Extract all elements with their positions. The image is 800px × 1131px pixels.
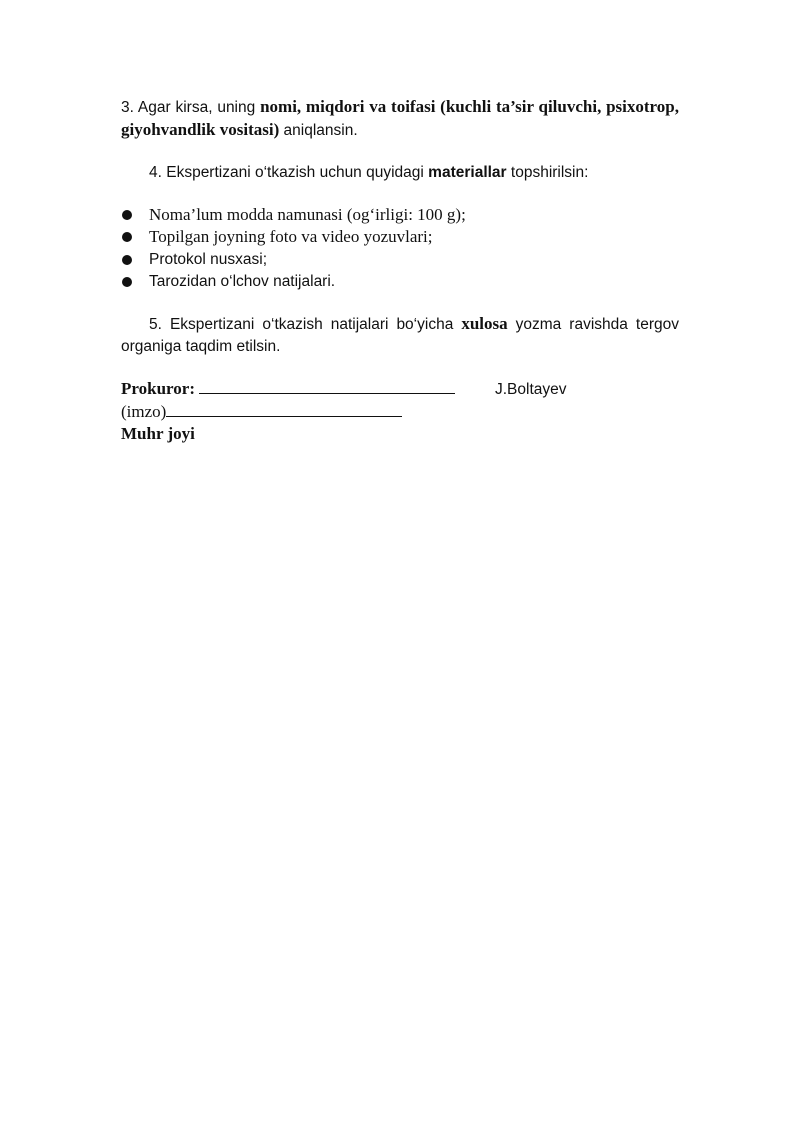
item-5-bold-text: xulosa [461, 314, 508, 333]
item-4-bold-text: materiallar [428, 164, 507, 181]
bullet-icon [122, 210, 132, 220]
list-item [121, 271, 679, 293]
item-4-suffix: topshirilsin: [506, 164, 589, 181]
paragraph-item-5 [121, 313, 679, 358]
item-5-prefix: 5. Ekspertizani o‘tkazish natijalari bo‘yicha [149, 316, 462, 333]
prosecutor-signature-line [121, 378, 679, 401]
document-page [121, 96, 679, 445]
materials-list [121, 204, 679, 293]
bullet-icon [122, 255, 132, 265]
item-4-prefix: 4. Ekspertizani o‘tkazish uchun quyidagi [149, 164, 429, 181]
list-item [121, 204, 679, 226]
list-item [121, 226, 679, 249]
seal-place [121, 423, 679, 445]
signature-blank-line [199, 379, 455, 394]
bullet-icon [122, 277, 132, 287]
material-text: Tarozidan o‘lchov natijalari. [149, 273, 336, 290]
imzo-line [121, 401, 679, 423]
imzo-label: (imzo) [121, 402, 167, 421]
prosecutor-label: Prokuror: [121, 379, 195, 398]
list-item [121, 249, 679, 271]
material-text: Topilgan joyning foto va video yozuvlari; [149, 227, 433, 246]
material-text: Noma’lum modda namunasi (og‘irligi: 100 g); [149, 205, 466, 224]
item-3-prefix: 3. Agar kirsa, uning [121, 99, 261, 116]
item-3-bold-text: nomi, miqdori va toifasi (kuchli ta’sir qiluvchi, psixotrop, giyohvandlik vositasi) [121, 97, 680, 139]
paragraph-item-4 [121, 162, 679, 184]
item-5-suffix: yozma ravishda tergov organiga taqdim etilsin. [121, 316, 679, 355]
bullet-icon [122, 232, 132, 242]
prosecutor-name: J.Boltayev [494, 381, 567, 398]
material-text: Protokol nusxasi; [149, 251, 268, 268]
paragraph-item-3 [121, 96, 679, 142]
seal-label: Muhr joyi [121, 424, 195, 443]
imzo-blank-line [166, 402, 402, 417]
item-3-suffix: aniqlansin. [279, 122, 358, 139]
